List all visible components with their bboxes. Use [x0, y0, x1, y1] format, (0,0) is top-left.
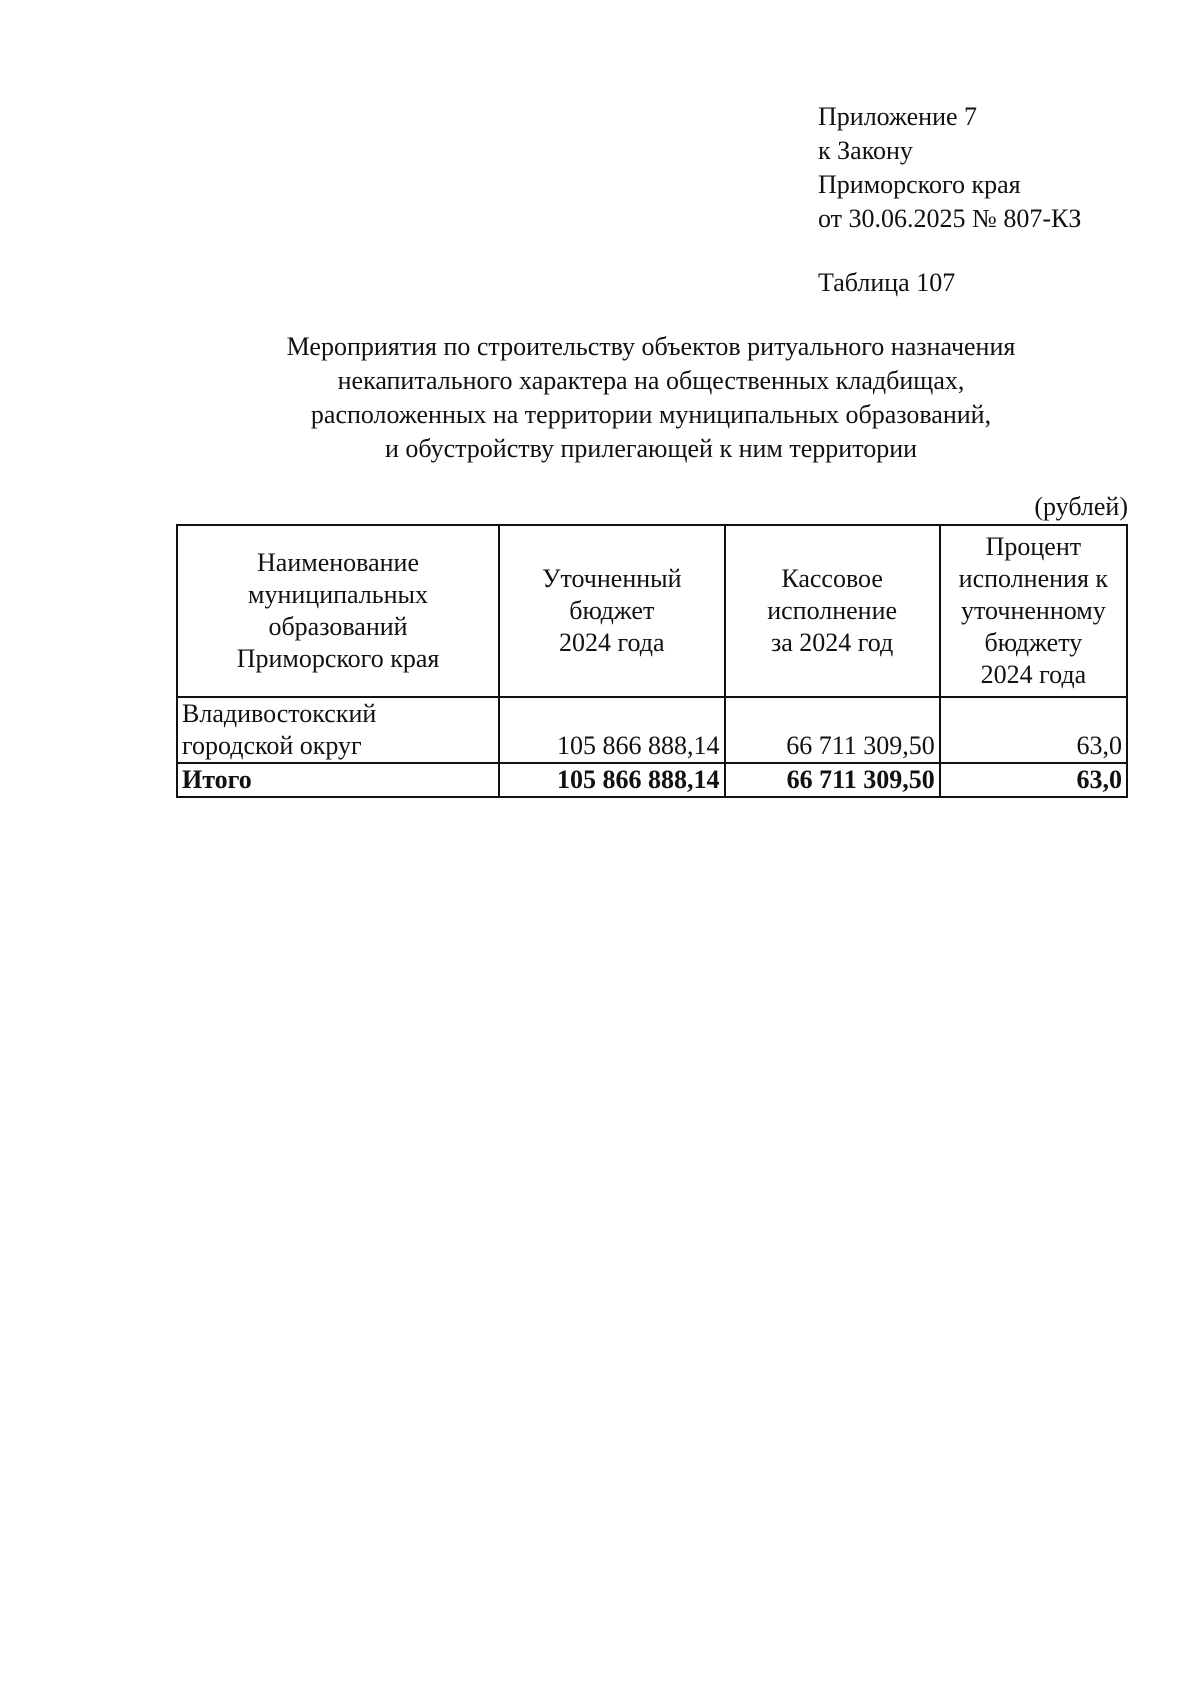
annex-line: Приморского края [818, 170, 1021, 199]
cell-budget: 105 866 888,14 [499, 697, 725, 763]
annex-line: Приложение 7 [818, 102, 978, 131]
header-municipality [177, 525, 499, 697]
table-number: Таблица 107 [818, 268, 956, 297]
title-line: и обустройству прилегающей к ним территории [384, 434, 918, 463]
cell-text: Владивостокский [182, 699, 377, 728]
header-text: за 2024 год [770, 628, 894, 657]
document-title [176, 330, 1126, 466]
header-text: Наименование [257, 548, 419, 577]
cell-municipality [177, 697, 499, 763]
cell-total-execution: 66 711 309,50 [725, 763, 940, 797]
table-total-row [177, 763, 1127, 797]
header-text: исполнения к [958, 564, 1109, 593]
header-percent [940, 525, 1127, 697]
cell-total-percent: 63,0 [940, 763, 1127, 797]
budget-table [176, 524, 1128, 798]
header-text: исполнение [767, 596, 898, 625]
header-execution [725, 525, 940, 697]
title-line: некапитального характера на общественных кладбищах, [337, 366, 965, 395]
header-text: бюджету [984, 628, 1083, 657]
cell-text: городской округ [182, 731, 362, 760]
header-budget [499, 525, 725, 697]
header-text: 2024 года [559, 628, 665, 657]
header-text: Уточненный [542, 564, 682, 593]
units-label: (рублей) [1034, 492, 1128, 521]
header-text: образований [268, 612, 408, 641]
header-text: уточненному [961, 596, 1106, 625]
header-text: бюджет [569, 596, 655, 625]
header-text: 2024 года [980, 660, 1087, 689]
header-text: Кассовое [781, 564, 883, 593]
table-row [177, 697, 1127, 763]
annex-line: к Закону [818, 136, 913, 165]
title-line: Мероприятия по строительству объектов ритуального назначения [286, 332, 1016, 361]
header-text: Приморского края [236, 644, 440, 673]
header-text: Процент [985, 532, 1082, 561]
cell-percent: 63,0 [940, 697, 1127, 763]
header-text: муниципальных [248, 580, 429, 609]
cell-total-budget: 105 866 888,14 [499, 763, 725, 797]
table-header-row [177, 525, 1127, 697]
annex-line: от 30.06.2025 № 807-КЗ [818, 204, 1082, 233]
annex-block [818, 100, 1081, 236]
cell-execution: 66 711 309,50 [725, 697, 940, 763]
title-line: расположенных на территории муниципальных образований, [310, 400, 992, 429]
cell-total-label: Итого [177, 763, 499, 797]
